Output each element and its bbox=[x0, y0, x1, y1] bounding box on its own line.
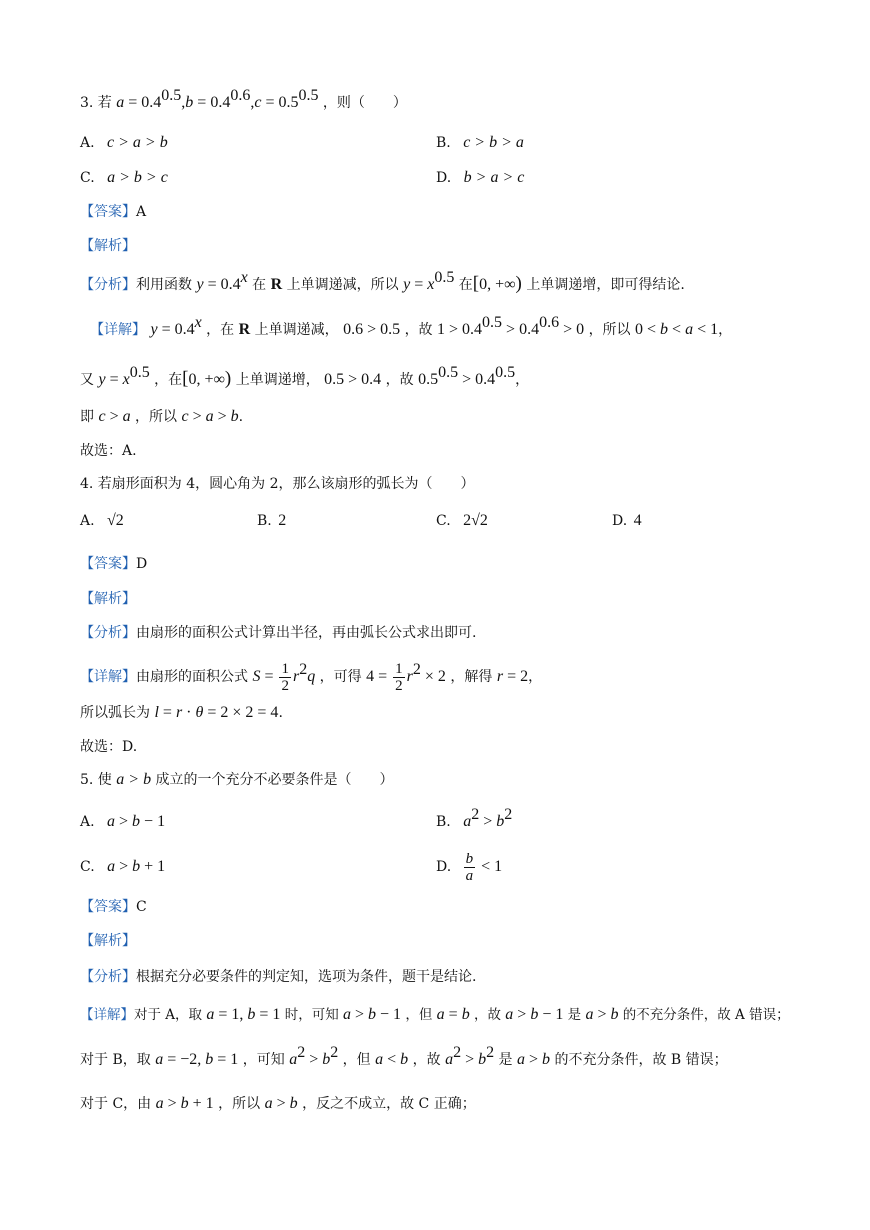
fenxi-tag: 【分析】 bbox=[80, 969, 136, 985]
q3-stem-math: a bbox=[116, 94, 125, 111]
q5-stem-math: a > b bbox=[116, 771, 152, 788]
fenxi-text: 在 bbox=[458, 277, 473, 293]
detail-text: ，在 bbox=[206, 322, 235, 338]
option-label: B. bbox=[257, 513, 272, 529]
analysis-tag: 【解析】 bbox=[80, 933, 136, 949]
q3-stem-prefix: 3. 若 bbox=[80, 95, 112, 111]
option-text: c > b > a bbox=[463, 134, 524, 151]
detail-text: 由扇形的面积公式 bbox=[136, 669, 248, 685]
detail-text: 的不充分条件，故 A 错误； bbox=[622, 1007, 790, 1023]
q3-stem: 3. 若 $a = 0.4^{0.5},b = 0.4^{0.6},c = 0.5^{0.5}$ ，则（ ） bbox=[80, 87, 407, 111]
choose-text: 故选：A. bbox=[80, 443, 137, 459]
detail-tag: 【详解】 bbox=[80, 1007, 134, 1023]
option-label: A. bbox=[80, 135, 95, 151]
option-text: √2 bbox=[107, 512, 124, 529]
answer-tag: 【答案】 bbox=[80, 899, 136, 915]
answer-tag: 【答案】 bbox=[80, 556, 136, 572]
option-text: c > a > b bbox=[107, 134, 168, 151]
answer-value: A bbox=[136, 204, 147, 220]
q3-option-c bbox=[80, 167, 168, 189]
fenxi-text: 由扇形的面积公式计算出半径，再由弧长公式求出即可. bbox=[136, 625, 477, 641]
option-label: B. bbox=[436, 135, 451, 151]
option-text: 2 bbox=[278, 512, 287, 529]
option-label: C. bbox=[80, 170, 95, 186]
q4-option-a bbox=[80, 510, 124, 532]
answer-tag: 【答案】 bbox=[80, 204, 136, 220]
detail-text: ，故 bbox=[473, 1007, 501, 1023]
q4-detail-line1: 【详解】由扇形的面积公式 S = $\frac{1}{2}$ $r^2q$ ，可得 4 = $\frac{1}{2}$ $r^2 \times 2$ ，解得 r = 2， bbox=[80, 660, 543, 694]
q4-stem-text: 4. 若扇形面积为 4，圆心角为 2，那么该扇形的弧长为（ ） bbox=[80, 476, 475, 492]
q4-analysis-tag bbox=[80, 588, 136, 610]
detail-text: 上单调递增， bbox=[235, 372, 320, 388]
detail-text: . bbox=[238, 409, 244, 425]
detail-text: 是 bbox=[498, 1052, 513, 1068]
option-label: C. bbox=[80, 859, 95, 875]
q3-option-b bbox=[436, 132, 524, 154]
detail-tag: 【详解】 bbox=[90, 322, 146, 338]
analysis-tag: 【解析】 bbox=[80, 591, 136, 607]
option-label: C. bbox=[436, 513, 451, 529]
option-text: 4 bbox=[633, 512, 642, 529]
q5-option-b: B. $a^2 > b^2$ bbox=[436, 806, 513, 830]
option-text: a > b > c bbox=[107, 169, 168, 186]
detail-text: ，故 bbox=[385, 372, 414, 388]
q5-stem bbox=[80, 769, 394, 791]
q4-fenxi bbox=[80, 622, 476, 644]
detail-text: . bbox=[278, 705, 283, 721]
option-label: A. bbox=[80, 513, 95, 529]
fenxi-tag: 【分析】 bbox=[80, 625, 136, 641]
detail-text: ，可知 bbox=[242, 1052, 285, 1068]
q3-option-a bbox=[80, 132, 168, 154]
q3-stem-suffix: ，则（ ） bbox=[322, 95, 407, 111]
option-text: b > a > c bbox=[463, 169, 525, 186]
detail-text: ，故 bbox=[404, 322, 433, 338]
fenxi-text: 在 bbox=[252, 277, 267, 293]
detail-tag: 【详解】 bbox=[80, 669, 136, 685]
detail-text: ，反之不成立，故 C 正确； bbox=[302, 1096, 476, 1112]
detail-text: 对于 A，取 bbox=[134, 1007, 203, 1023]
q3-answer bbox=[80, 201, 146, 223]
q5-detail-c: 对于 C，由 a > b + 1 ，所以 a > b ，反之不成立，故 C 正确； bbox=[80, 1095, 476, 1112]
q5-analysis-tag bbox=[80, 930, 136, 952]
fenxi-text: 根据充分必要条件的判定知，选项为条件，题干是结论. bbox=[136, 969, 477, 985]
detail-text: ，但 bbox=[342, 1052, 371, 1068]
detail-text: ，但 bbox=[405, 1007, 433, 1023]
fenxi-text: 上单调递减，所以 bbox=[286, 277, 399, 293]
option-label: D. bbox=[436, 170, 452, 186]
q4-option-b bbox=[257, 510, 286, 532]
detail-text: ，所以 bbox=[588, 322, 631, 338]
detail-text: 时，可知 bbox=[284, 1007, 339, 1023]
fenxi-tag: 【分析】 bbox=[80, 277, 136, 293]
q5-option-c: C. a > b + 1 bbox=[80, 858, 166, 875]
q3-fenxi: 【分析】利用函数 $y = 0.4^x$ 在 R 上单调递减，所以 $y = x^{0.5}$ 在[0, +∞) 上单调递增，即可得结论. bbox=[80, 269, 685, 294]
q4-choose bbox=[80, 736, 137, 758]
detail-text: 所以弧长为 bbox=[80, 705, 150, 721]
detail-text: ，所以 bbox=[218, 1096, 261, 1112]
q4-answer bbox=[80, 553, 147, 575]
answer-value: D bbox=[136, 556, 148, 572]
q3-analysis-tag bbox=[80, 235, 136, 257]
q5-stem-prefix: 5. 使 bbox=[80, 772, 112, 788]
detail-text: ，所以 bbox=[135, 409, 178, 425]
detail-text: 的不充分条件，故 B 错误； bbox=[554, 1052, 728, 1068]
detail-text: 又 bbox=[80, 372, 94, 388]
detail-text: 对于 C，由 bbox=[80, 1096, 152, 1112]
q5-fenxi bbox=[80, 966, 476, 988]
detail-text: ，故 bbox=[412, 1052, 441, 1068]
q4-stem bbox=[80, 473, 475, 495]
q3-detail-line1: 【详解】 $y = 0.4^x$ ，在 R 上单调递减， 0.6 > 0.5 ，故 $1 > 0.4^{0.5} > 0.4^{0.6} > 0$ ，所以 0 < b < a < 1， bbox=[90, 314, 733, 338]
option-label: D. bbox=[436, 859, 452, 875]
q4-option-c bbox=[436, 510, 488, 532]
q3-choose bbox=[80, 440, 137, 462]
q4-option-d bbox=[612, 510, 642, 532]
q3-option-d bbox=[436, 167, 524, 189]
detail-text: ， bbox=[528, 669, 543, 685]
choose-text: 故选：D. bbox=[80, 739, 138, 755]
analysis-tag: 【解析】 bbox=[80, 238, 136, 254]
detail-text: ，解得 bbox=[450, 669, 493, 685]
q5-detail-a: 【详解】对于 A，取 a = 1, b = 1 时，可知 a > b − 1 ，但 a = b ，故 a > b − 1 是 a > b 的不充分条件，故 A 错误； bbox=[80, 1006, 790, 1023]
q5-stem-suffix: 成立的一个充分不必要条件是（ ） bbox=[155, 772, 394, 788]
q5-answer bbox=[80, 896, 147, 918]
detail-text: 对于 B，取 bbox=[80, 1052, 151, 1068]
detail-text: 即 bbox=[80, 409, 94, 425]
q3-detail-line2: 又 $y = x^{0.5}$ ，在[0, +∞) 上单调递增， 0.5 > 0.4 ，故 $0.5^{0.5} > 0.4^{0.5}$， bbox=[80, 364, 530, 389]
detail-text: 上单调递减， bbox=[254, 322, 339, 338]
detail-text: ，可得 bbox=[319, 669, 362, 685]
option-label: B. bbox=[436, 814, 451, 830]
answer-value: C bbox=[136, 899, 147, 915]
option-text: 2√2 bbox=[463, 512, 488, 529]
q5-detail-b: 对于 B，取 a = −2, b = 1 ，可知 $a^2 > b^2$ ，但 a < b ，故 $a^2 > b^2$ 是 a > b 的不充分条件，故 B 错误； bbox=[80, 1044, 728, 1068]
q5-option-d: D. $\frac{b}{a}$ < 1 bbox=[436, 850, 503, 884]
q4-detail-line2: 所以弧长为 l = r · θ = 2 × 2 = 4. bbox=[80, 704, 283, 721]
fenxi-text: 利用函数 bbox=[136, 277, 192, 293]
option-label: D. bbox=[612, 513, 628, 529]
option-label: A. bbox=[80, 814, 95, 830]
detail-text: ，在 bbox=[154, 372, 183, 388]
fenxi-text: 上单调递增，即可得结论. bbox=[526, 277, 685, 293]
detail-text: 是 bbox=[567, 1007, 582, 1023]
q3-detail-line3: 即 c > a ，所以 c > a > b. bbox=[80, 408, 244, 425]
q5-option-a: A. a > b − 1 bbox=[80, 813, 166, 830]
